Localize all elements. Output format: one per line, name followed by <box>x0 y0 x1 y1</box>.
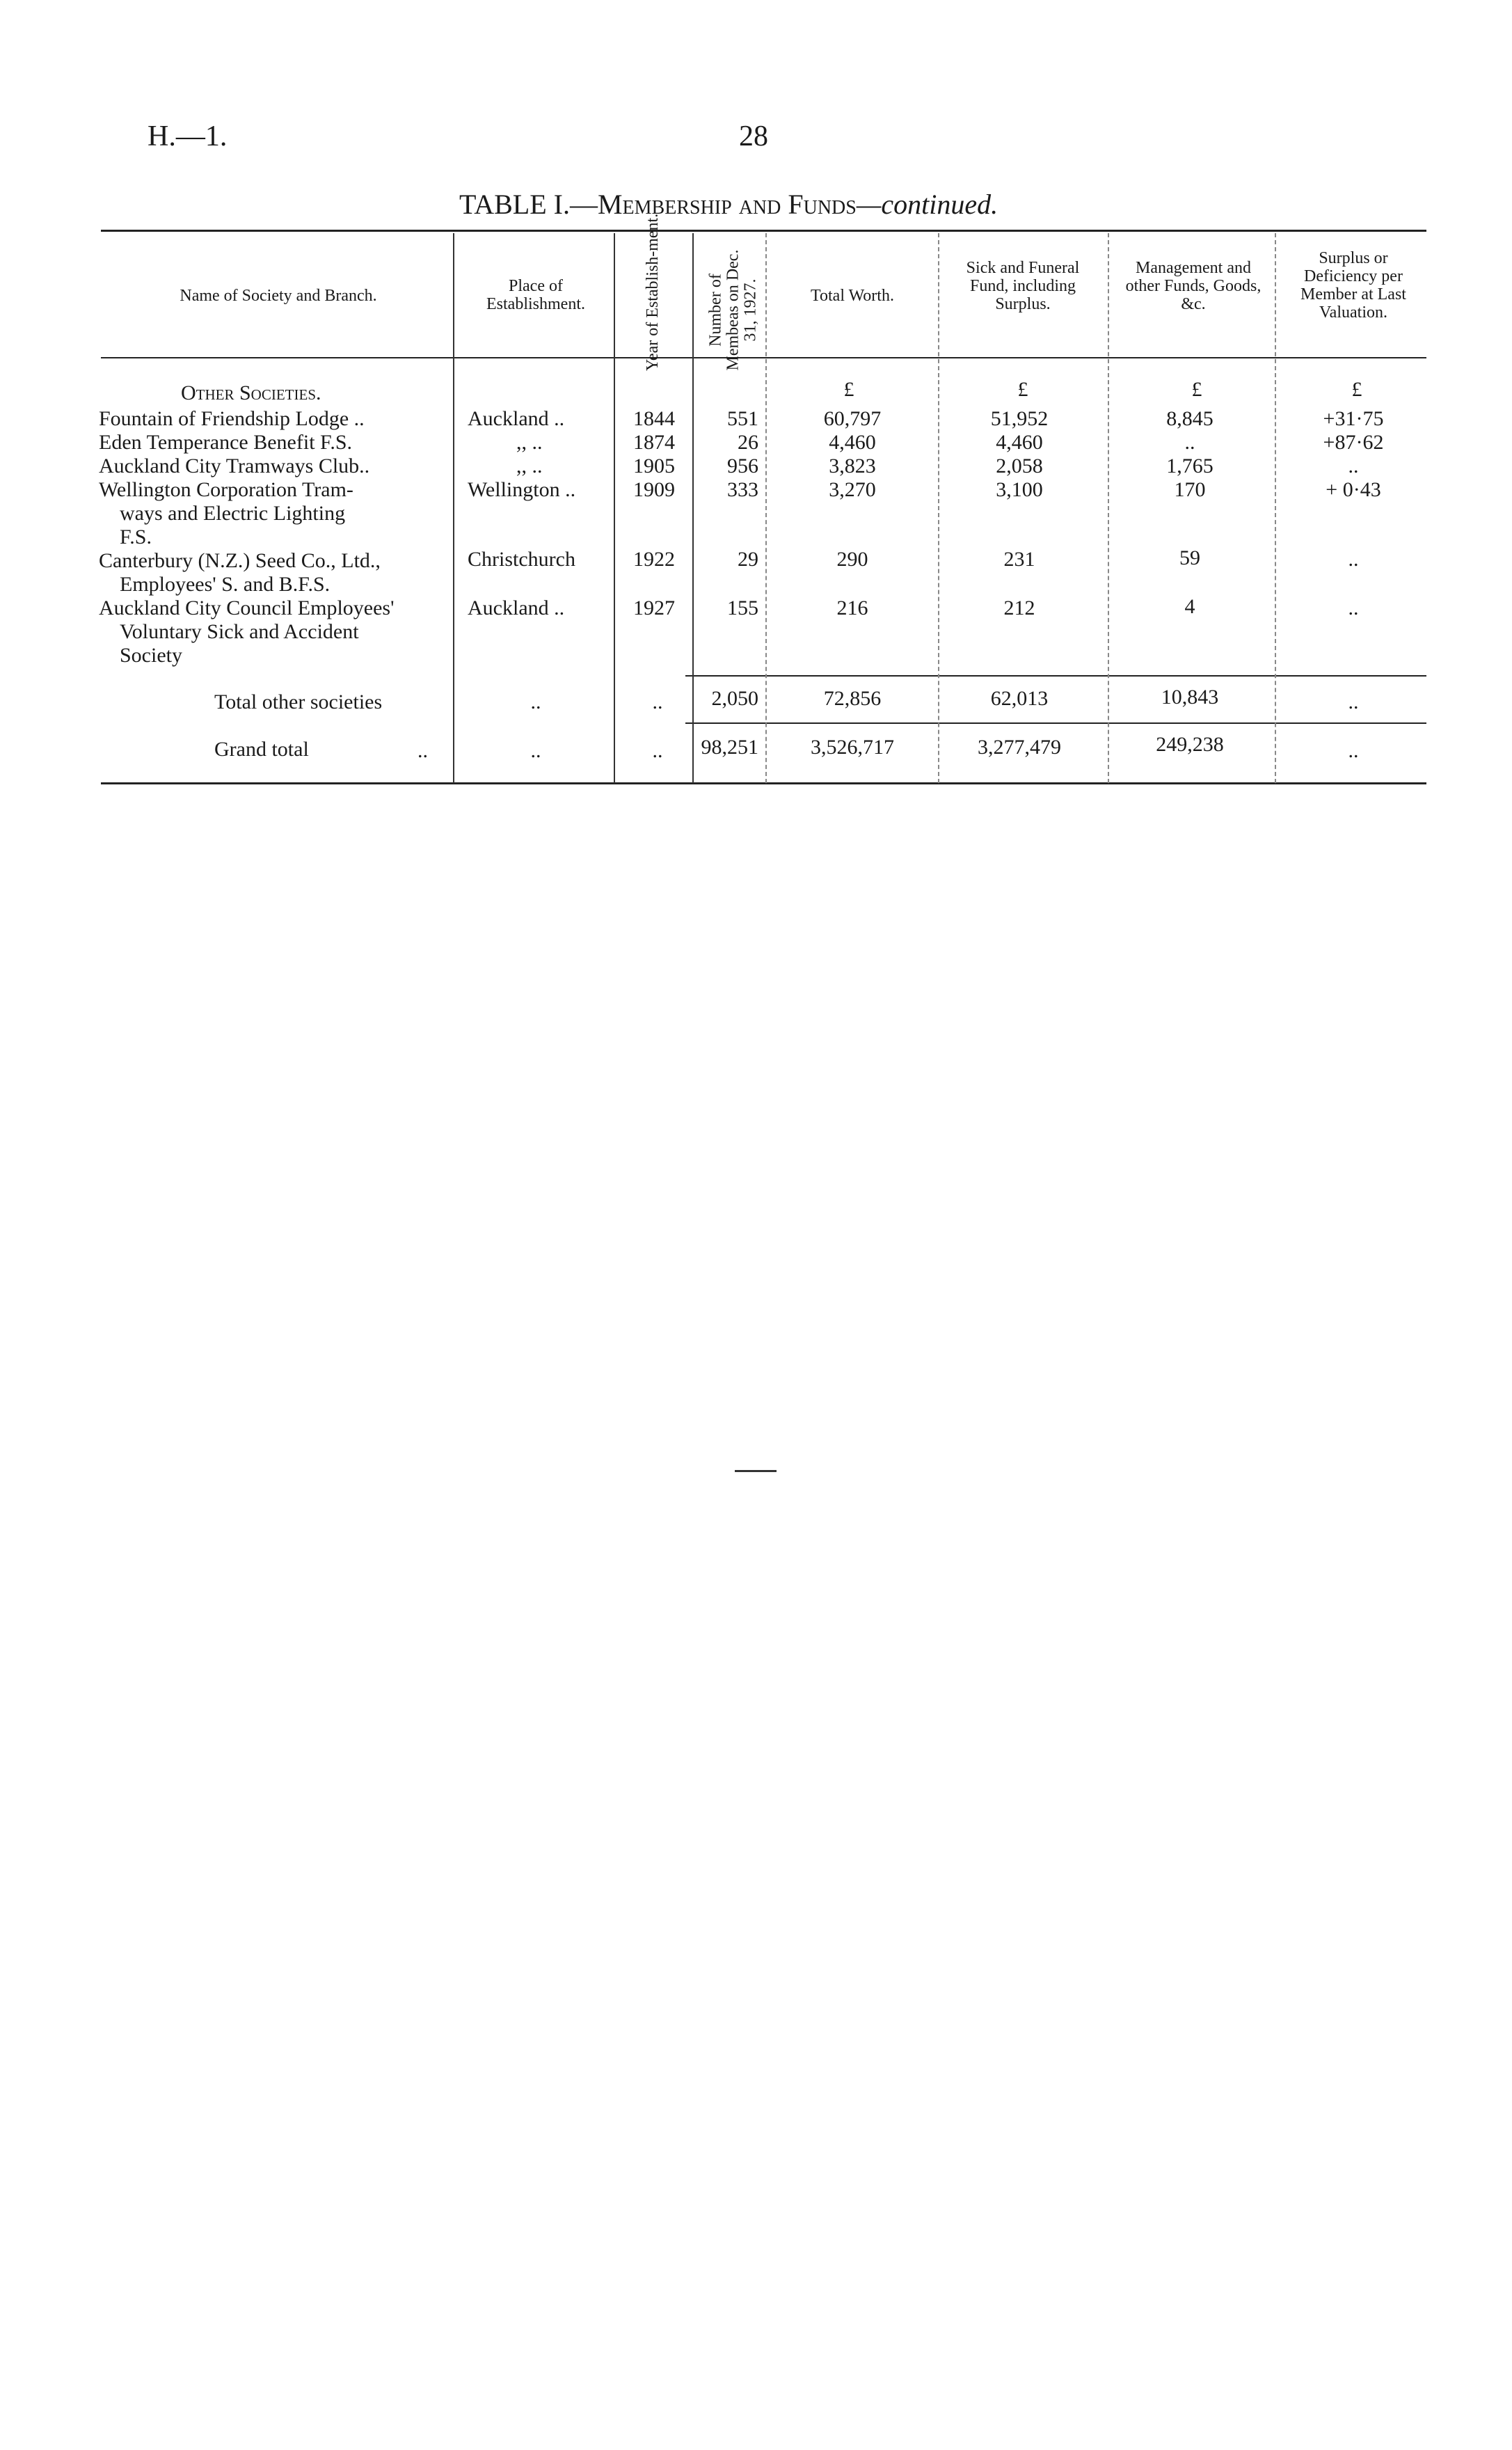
row-mgmt-fund: 1,765 <box>1166 455 1213 477</box>
grand-total-mgmt: 249,238 <box>1156 733 1224 756</box>
row-sick-fund: 212 <box>1003 596 1035 619</box>
row-place: ,, .. <box>516 431 543 454</box>
row-mgmt-fund: .. <box>1184 431 1195 454</box>
row-year: 1927 <box>633 596 675 619</box>
total-year: .. <box>652 690 663 713</box>
col-divider-worth <box>765 233 767 783</box>
name-line: Auckland City Council Employees' <box>99 596 395 619</box>
header-management: Management and other Funds, Goods, &c. <box>1125 259 1262 313</box>
grand-total-members: 98,251 <box>701 736 758 759</box>
name-line: F.S. <box>120 525 152 548</box>
row-year: 1922 <box>633 548 675 571</box>
row-society-name <box>99 596 447 667</box>
row-members: 333 <box>727 478 758 501</box>
total-sick: 62,013 <box>990 687 1049 710</box>
grand-total-place: .. <box>530 739 541 762</box>
header-surplus: Surplus or Deficiency per Member at Last Valuation. <box>1300 249 1406 322</box>
row-society-name <box>99 478 447 549</box>
total-worth: 72,856 <box>823 687 882 710</box>
total-place: .. <box>530 690 541 713</box>
row-surplus: .. <box>1348 548 1359 571</box>
closing-rule <box>735 1470 777 1472</box>
row-total-worth: 216 <box>836 596 868 619</box>
table-top-rule <box>101 230 1426 232</box>
header-bottom-rule <box>101 357 1426 358</box>
row-year: 1905 <box>633 455 675 477</box>
total-label: Total other societies <box>214 690 383 713</box>
grand-total-surplus: .. <box>1348 739 1359 762</box>
row-society-name <box>99 431 447 455</box>
col-divider-mgmt <box>1108 233 1109 783</box>
name-line: Fountain of Friendship Lodge .. <box>99 407 365 430</box>
total-top-rule <box>685 675 1426 677</box>
col-divider-sick <box>938 233 939 783</box>
row-sick-fund: 3,100 <box>996 478 1043 501</box>
row-sick-fund: 4,460 <box>996 431 1043 454</box>
name-line: Employees' S. and B.F.S. <box>120 573 331 596</box>
row-mgmt-fund: 4 <box>1184 595 1195 618</box>
header-total-worth: Total Worth. <box>811 287 894 305</box>
name-line: Canterbury (N.Z.) Seed Co., Ltd., <box>99 549 381 572</box>
row-year: 1909 <box>633 478 675 501</box>
row-total-worth: 4,460 <box>829 431 876 454</box>
row-place: Auckland .. <box>468 596 565 619</box>
title-main: Membership and Funds <box>597 189 857 220</box>
row-place: Auckland .. <box>468 407 565 430</box>
name-line: Auckland City Tramways Club.. <box>99 455 370 477</box>
row-mgmt-fund: 170 <box>1174 478 1206 501</box>
row-society-name <box>99 455 447 478</box>
row-mgmt-fund: 59 <box>1179 546 1200 569</box>
name-line: Eden Temperance Benefit F.S. <box>99 431 352 454</box>
row-members: 956 <box>727 455 758 477</box>
row-members: 551 <box>727 407 758 430</box>
header-sick-funeral: Sick and Funeral Fund, including Surplus. <box>966 259 1080 313</box>
row-place: Christchurch <box>468 548 575 571</box>
row-total-worth: 290 <box>836 548 868 571</box>
grand-total-dots: .. <box>417 739 428 762</box>
name-line: Wellington Corporation Tram- <box>99 478 353 501</box>
row-surplus: .. <box>1348 596 1359 619</box>
section-title: Other Societies. <box>181 381 321 404</box>
title-suffix: —continued. <box>856 189 998 220</box>
row-total-worth: 3,823 <box>829 455 876 477</box>
table-bottom-rule <box>101 782 1426 784</box>
row-total-worth: 3,270 <box>829 478 876 501</box>
col-divider-surplus <box>1275 233 1276 783</box>
row-year: 1874 <box>633 431 675 454</box>
col-divider-year <box>614 233 615 783</box>
grand-total-sick: 3,277,479 <box>978 736 1061 759</box>
row-place: Wellington .. <box>468 478 576 501</box>
table-title <box>459 188 998 221</box>
header-members: Number of Membeas on Dec. 31, 1927. <box>706 249 760 371</box>
row-society-name <box>99 407 447 431</box>
row-surplus: + 0·43 <box>1326 478 1381 501</box>
col-divider-place <box>453 233 454 783</box>
name-line: Voluntary Sick and Accident <box>120 620 359 643</box>
currency-sick: £ <box>1017 378 1028 401</box>
page-number: 28 <box>739 120 768 152</box>
total-members: 2,050 <box>711 687 758 710</box>
row-sick-fund: 2,058 <box>996 455 1043 477</box>
name-line: ways and Electric Lighting <box>120 502 346 525</box>
row-sick-fund: 51,952 <box>990 407 1049 430</box>
row-place: ,, .. <box>516 455 543 477</box>
header-year: Year of Establish-ment. <box>644 213 662 371</box>
row-sick-fund: 231 <box>1003 548 1035 571</box>
currency-worth: £ <box>843 378 854 401</box>
grand-total-label: Grand total <box>214 738 309 761</box>
row-surplus: +87·62 <box>1323 431 1384 454</box>
total-mgmt: 10,843 <box>1161 686 1219 709</box>
row-mgmt-fund: 8,845 <box>1166 407 1213 430</box>
header-place: Place of Establishment. <box>486 277 585 313</box>
title-prefix: TABLE I.— <box>459 189 598 220</box>
grand-total-worth: 3,526,717 <box>811 736 894 759</box>
header-name: Name of Society and Branch. <box>180 287 377 305</box>
currency-mgmt: £ <box>1191 378 1202 401</box>
row-year: 1844 <box>633 407 675 430</box>
currency-surplus: £ <box>1351 378 1362 401</box>
total-surplus: .. <box>1348 690 1359 713</box>
row-surplus: +31·75 <box>1323 407 1384 430</box>
row-society-name <box>99 549 447 596</box>
row-surplus: .. <box>1348 455 1359 477</box>
grand-total-top-rule <box>685 722 1426 724</box>
row-members: 155 <box>727 596 758 619</box>
page-header-reference: H.—1. <box>148 120 228 152</box>
name-line: Society <box>120 644 182 667</box>
row-total-worth: 60,797 <box>823 407 882 430</box>
row-members: 26 <box>738 431 758 454</box>
grand-total-year: .. <box>652 739 663 762</box>
row-members: 29 <box>738 548 758 571</box>
